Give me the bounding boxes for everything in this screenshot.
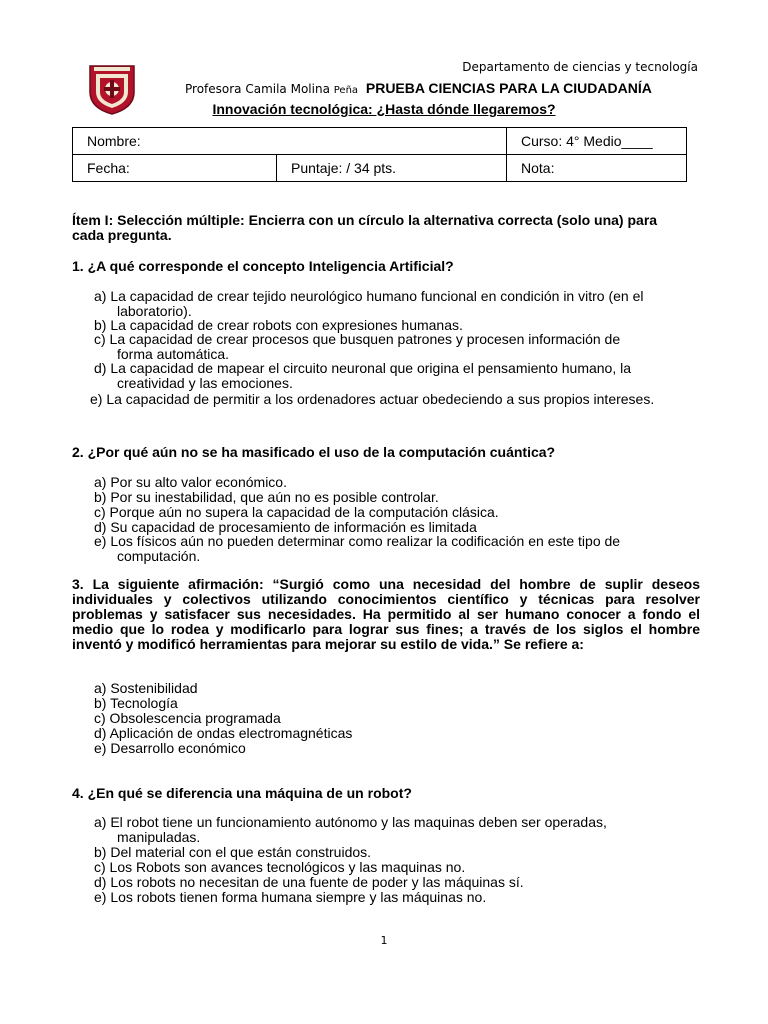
q1-option-d-cont[interactable]: creatividad y las emociones. [117, 375, 293, 391]
date-field[interactable]: Fecha: [73, 155, 277, 182]
item-heading: Ítem I: Selección múltiple: Encierra con un círculo la alternativa correcta (solo una) para cada pregunta. [72, 212, 658, 243]
name-field[interactable]: Nombre: [73, 128, 507, 155]
page-number: 1 [380, 934, 388, 947]
q1-option-d[interactable]: d) La capacidad de mapear el circuito neuronal que origina el pensamiento humano, la [94, 360, 632, 376]
grade-field[interactable]: Nota: [507, 155, 687, 182]
q2-option-e[interactable]: e) Los físicos aún no pueden determinar como realizar la codificación en este tipo de [94, 533, 621, 549]
q4-option-b[interactable]: b) Del material con el que están construidos. [94, 844, 372, 860]
q1-option-c[interactable]: c) La capacidad de crear procesos que busquen patrones y procesen información de [94, 331, 621, 347]
question-4: 4. ¿En qué se diferencia una máquina de un robot? [72, 785, 412, 801]
q3-option-e[interactable]: e) Desarrollo económico [94, 740, 246, 756]
course-field[interactable]: Curso: 4° Medio____ [507, 128, 687, 155]
q1-option-c-cont[interactable]: forma automática. [117, 346, 230, 362]
q3-option-b[interactable]: b) Tecnología [94, 695, 178, 711]
score-field[interactable]: Puntaje: / 34 pts. [277, 155, 507, 182]
q1-option-a-cont[interactable]: laboratorio). [117, 303, 192, 319]
q1-option-b[interactable]: b) La capacidad de crear robots con expresiones humanas. [94, 317, 463, 333]
q2-option-e-cont[interactable]: computación. [117, 548, 201, 564]
q1-option-a[interactable]: a) La capacidad de crear tejido neurológico humano funcional en condición in vitro (en el [94, 288, 644, 304]
q2-option-b[interactable]: b) Por su inestabilidad, que aún no es posible controlar. [94, 489, 439, 505]
q3-option-a[interactable]: a) Sostenibilidad [94, 680, 198, 696]
test-title: PRUEBA CIENCIAS PARA LA CIUDADANÍA [365, 80, 652, 96]
question-1: 1. ¿A qué corresponde el concepto Inteligencia Artificial? [72, 258, 454, 274]
student-info-table [72, 127, 687, 182]
q2-option-a[interactable]: a) Por su alto valor económico. [94, 474, 287, 490]
q4-option-a[interactable]: a) El robot tiene un funcionamiento autónomo y las maquinas deben ser operadas, [94, 814, 607, 830]
q4-option-e[interactable]: e) Los robots tienen forma humana siempre y las máquinas no. [94, 889, 487, 905]
q2-option-c[interactable]: c) Porque aún no supera la capacidad de la computación clásica. [94, 504, 499, 520]
department-label: Departamento de ciencias y tecnología [462, 60, 698, 74]
question-3: 3. La siguiente afirmación: “Surgió como una necesidad del hombre de suplir deseos individuales y colectivos utilizando conocimientos científico y técnicas para resolver problemas y satisfacer sus necesidades. Ha permitido al ser humano conocer a fondo el medio que lo rodea y modificarlo para lograr sus fines; a través de los siglos el hombre inventó y modificó herramientas para mejorar su estilo de vida.” Se refiere a: [72, 576, 700, 652]
q1-option-e[interactable]: e) La capacidad de permitir a los ordenadores actuar obedeciendo a sus propios intereses. [90, 391, 655, 407]
q2-option-d[interactable]: d) Su capacidad de procesamiento de información es limitada [94, 519, 477, 535]
q3-option-d[interactable]: d) Aplicación de ondas electromagnéticas [94, 725, 353, 741]
q4-option-c[interactable]: c) Los Robots son avances tecnológicos y las maquinas no. [94, 859, 466, 875]
q4-option-a-cont[interactable]: manipuladas. [117, 829, 201, 845]
teacher-surname: Peña [333, 85, 359, 96]
teacher-line [185, 80, 652, 96]
test-subtitle: Innovación tecnológica: ¿Hasta dónde llegaremos? [212, 101, 556, 117]
teacher-name: Profesora Camila Molina [185, 82, 330, 96]
question-2: 2. ¿Por qué aún no se ha masificado el uso de la computación cuántica? [72, 444, 556, 460]
q3-option-c[interactable]: c) Obsolescencia programada [94, 710, 281, 726]
q4-option-d[interactable]: d) Los robots no necesitan de una fuente de poder y las máquinas sí. [94, 874, 524, 890]
